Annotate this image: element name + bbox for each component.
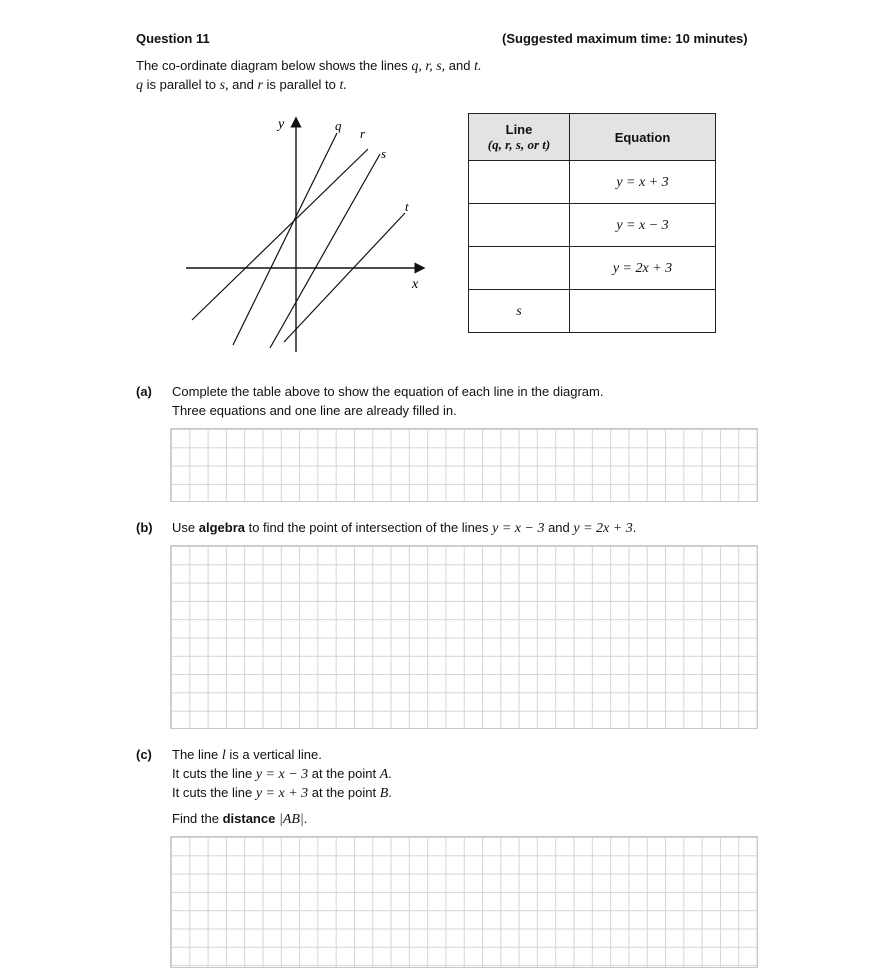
table-header-equation: Equation — [570, 114, 716, 161]
intro-text: The co-ordinate diagram below shows the lines — [136, 58, 412, 73]
table-row — [469, 290, 716, 333]
part-c-eq: y = x − 3 — [255, 767, 309, 782]
part-c-point-b: B — [379, 786, 389, 801]
part-b-eq2: y = 2x + 3 — [573, 521, 633, 536]
intro-text: and — [445, 58, 475, 73]
line-r-label: r — [360, 126, 366, 141]
line-cell[interactable] — [469, 204, 570, 247]
part-b-bold: algebra — [198, 520, 245, 535]
header-line-sub: (q, r, s, or t) — [487, 136, 551, 152]
part-c-bold: distance — [222, 811, 276, 826]
line-cell[interactable] — [469, 247, 570, 290]
part-b-end: . — [632, 520, 637, 535]
part-c-text: . — [388, 785, 392, 800]
equation-cell[interactable] — [570, 204, 716, 247]
part-a-text-2: Three equations and one line are already filled in. — [172, 403, 457, 418]
equation-value: y = 2x + 3 — [612, 260, 673, 276]
line-value: s — [516, 303, 522, 319]
header-line-label: Line — [505, 121, 533, 137]
line-r — [192, 149, 368, 320]
part-c-point-a: A — [379, 767, 389, 782]
equation-cell[interactable] — [570, 161, 716, 204]
part-b-text-a: Use — [172, 520, 199, 535]
intro-text: is parallel to — [143, 77, 220, 92]
part-c-line-1 — [172, 747, 322, 764]
part-c-distance: |AB| — [278, 812, 304, 827]
line-cell[interactable] — [469, 161, 570, 204]
table-row — [469, 247, 716, 290]
part-b-text — [172, 520, 636, 537]
part-c-text: is a vertical line. — [225, 747, 322, 762]
intro-var-q: q — [136, 78, 143, 93]
part-b-text-b: to find the point of intersection of the lines — [244, 520, 493, 535]
line-q-label: q — [335, 118, 342, 133]
part-c-label: (c) — [136, 747, 152, 762]
coordinate-diagram — [180, 110, 430, 360]
intro-var-r: r — [257, 78, 263, 93]
y-axis-label: y — [278, 117, 285, 132]
part-c-eq: y = x + 3 — [255, 786, 309, 801]
answer-grid-a[interactable] — [170, 428, 758, 502]
intro-text: and — [228, 77, 258, 92]
part-c-line-3 — [172, 785, 392, 802]
part-c-text: Find the — [172, 811, 223, 826]
part-a-text-1: Complete the table above to show the equation of each line in the diagram. — [172, 384, 604, 399]
equation-cell[interactable] — [570, 290, 716, 333]
part-c-text: It cuts the line — [172, 766, 256, 781]
line-q — [233, 133, 337, 345]
part-b-label: (b) — [136, 520, 153, 535]
lines-equations-table — [468, 113, 716, 333]
part-c-var-l: l — [221, 748, 226, 763]
suggested-time: (Suggested maximum time: 10 minutes) — [502, 31, 748, 46]
part-c-text: . — [303, 811, 308, 826]
intro-vars: q, r, s, — [411, 59, 446, 74]
x-axis-label: x — [412, 277, 419, 292]
part-c-text: The line — [172, 747, 222, 762]
line-t — [284, 213, 405, 342]
equation-value: y = x + 3 — [616, 174, 669, 190]
part-c-text: at the point — [308, 766, 380, 781]
equation-cell[interactable] — [570, 247, 716, 290]
line-s — [270, 154, 380, 348]
intro-line-1 — [136, 58, 481, 75]
table-row — [469, 204, 716, 247]
answer-grid-b[interactable] — [170, 545, 758, 729]
line-cell[interactable] — [469, 290, 570, 333]
part-b-eq1: y = x − 3 — [492, 521, 545, 536]
line-t-label: t — [405, 199, 409, 214]
intro-var-s: s, — [219, 78, 229, 93]
part-c-text: . — [388, 766, 392, 781]
intro-var-t: t. — [339, 78, 347, 93]
question-title: Question 11 — [136, 31, 210, 46]
table-row — [469, 161, 716, 204]
part-c-line-2 — [172, 766, 392, 783]
intro-text: is parallel to — [262, 77, 340, 92]
equation-value: y = x − 3 — [616, 217, 669, 233]
intro-var-t: t. — [474, 59, 482, 74]
part-c-text: It cuts the line — [172, 785, 256, 800]
intro-line-2 — [136, 77, 347, 94]
answer-grid-c[interactable] — [170, 836, 758, 968]
table-header-line — [469, 114, 570, 161]
part-b-and: and — [544, 520, 574, 535]
part-a-label: (a) — [136, 384, 152, 399]
part-c-text: at the point — [308, 785, 380, 800]
part-c-line-4 — [172, 811, 307, 828]
line-s-label: s — [381, 146, 387, 161]
